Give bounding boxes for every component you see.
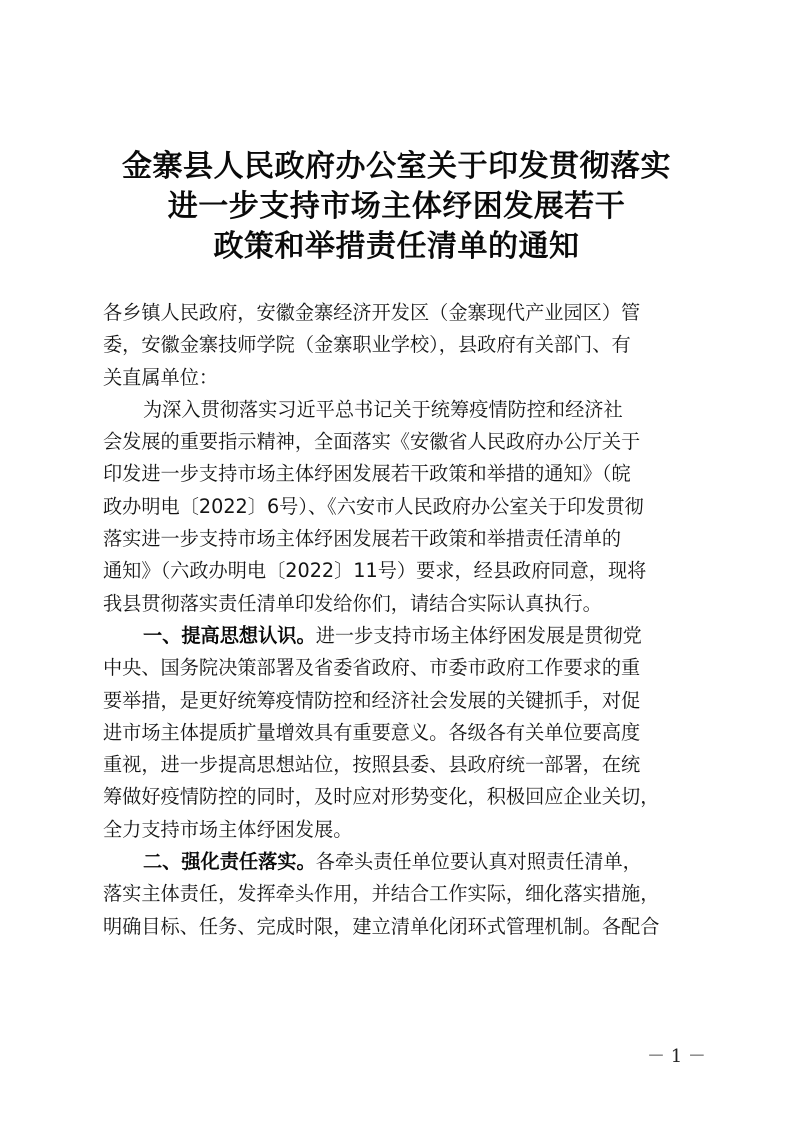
section-2-line: 明确目标、任务、完成时限，建立清单化闭环式管理机制。各配合 (103, 914, 660, 938)
addressee-line: 关直属单位： (103, 365, 219, 389)
section-2-line: 落实主体责任，发挥牵头作用，并结合工作实际，细化落实措施， (103, 882, 660, 906)
intro-line: 落实进一步支持市场主体纾困发展若干政策和举措责任清单的 (103, 527, 622, 551)
intro-line: 会发展的重要指示精神，全面落实《安徽省人民政府办公厅关于 (103, 430, 641, 454)
intro-line: 我县贯彻落实责任清单印发给你们，请结合实际认真执行。 (103, 591, 602, 615)
title-line-2: 进一步支持市场主体纾困发展若干 (167, 189, 626, 224)
section-1-first-line (103, 620, 703, 652)
intro-paragraph (103, 394, 703, 620)
title-line-3: 政策和举措责任清单的通知 (213, 229, 580, 264)
document-body (103, 297, 703, 943)
section-1-line: 筹做好疫情防控的同时，及时应对形势变化，积极回应企业关切， (103, 785, 660, 809)
section-1-heading: 一、提高思想认识。 (143, 623, 316, 647)
section-1-paragraph (103, 620, 703, 846)
addressee-paragraph (103, 297, 703, 394)
section-1-line: 中央、国务院决策部署及省委省政府、市委市政府工作要求的重 (103, 656, 641, 680)
section-1-line: 进市场主体提质扩量增效具有重要意义。各级各有关单位要高度 (103, 720, 641, 744)
document-title (100, 147, 693, 267)
section-1-text: 进一步支持市场主体纾困发展是贯彻党 (315, 623, 642, 647)
section-2-heading: 二、强化责任落实。 (143, 850, 316, 874)
section-1-line: 全力支持市场主体纾困发展。 (103, 817, 353, 841)
intro-line: 为深入贯彻落实习近平总书记关于统筹疫情防控和经济社 (143, 397, 623, 421)
intro-line: 政办明电〔2022〕6号）、《六安市人民政府办公室关于印发贯彻 (103, 494, 644, 518)
intro-line: 印发进一步支持市场主体纾困发展若干政策和举措的通知》（皖 (103, 462, 631, 486)
section-2-first-line (103, 846, 703, 878)
addressee-line: 各乡镇人民政府，安徽金寨经济开发区（金寨现代产业园区）管 (103, 301, 641, 324)
section-1-line: 重视，进一步提高思想站位，按照县委、县政府统一部署，在统 (103, 753, 641, 777)
page-number: － 1 － (647, 1046, 706, 1067)
section-1-line: 要举措，是更好统筹疫情防控和经济社会发展的关键抓手，对促 (103, 688, 641, 712)
addressee-line: 委，安徽金寨技师学院（金寨职业学校），县政府有关部门、有 (103, 333, 631, 357)
title-line-1: 金寨县人民政府办公室关于印发贯彻落实 (122, 149, 671, 184)
intro-line: 通知》（六政办明电〔2022〕11号）要求，经县政府同意，现将 (103, 559, 647, 583)
section-2-text: 各牵头责任单位要认真对照责任清单， (315, 850, 642, 874)
section-2-paragraph (103, 846, 703, 943)
